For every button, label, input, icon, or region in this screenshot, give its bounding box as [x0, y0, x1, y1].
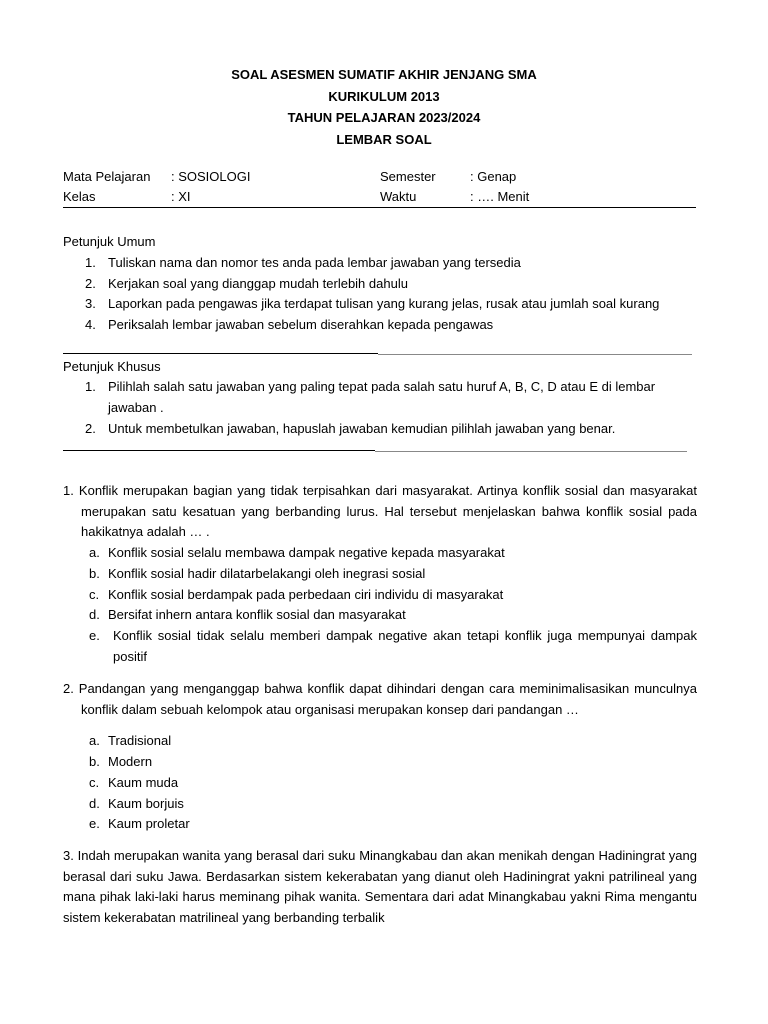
answer-options — [63, 731, 697, 835]
answer-option[interactable]: d. Bersifat inhern antara konflik sosial dan masyarakat — [89, 607, 406, 623]
header-academic-year: TAHUN PELAJARAN 2023/2024 — [287, 110, 481, 125]
section-divider — [63, 353, 378, 354]
answer-option[interactable]: e. Kaum proletar — [89, 816, 190, 832]
list-item: 2. Untuk membetulkan jawaban, hapuslah jawaban kemudian pilihlah jawaban yang benar. — [85, 421, 616, 437]
semester-label: Semester — [380, 169, 436, 184]
time-label: Waktu — [380, 189, 417, 204]
question-2 — [63, 679, 697, 835]
question-text: 1. Konflik merupakan bagian yang tidak terpisahkan dari masyarakat. Artinya konflik sosial dan masyarakat merupakan satu kesatuan yang berbanding lurus. Hal tersebut menjelaskan bahwa konflik sosial pada hakikatnya adalah … . — [63, 483, 697, 540]
info-row-class — [63, 187, 695, 207]
header-curriculum: KURIKULUM 2013 — [328, 88, 440, 104]
list-item: 4. Periksalah lembar jawaban sebelum diserahkan kepada pengawas — [85, 317, 494, 333]
answer-option[interactable]: a. Tradisional — [89, 733, 172, 749]
class-label: Kelas — [63, 189, 96, 204]
answer-option[interactable]: b. Konflik sosial hadir dilatarbelakangi oleh inegrasi sosial — [89, 565, 426, 581]
time-value: : …. Menit — [470, 189, 530, 204]
subject-label: Mata Pelajaran — [63, 169, 151, 184]
class-value: : XI — [171, 189, 191, 204]
general-instructions-title: Petunjuk Umum — [63, 234, 156, 249]
exam-info — [63, 167, 695, 207]
header-sheet-label: LEMBAR SOAL — [336, 131, 432, 147]
info-divider — [63, 207, 696, 208]
list-item: 2. Kerjakan soal yang dianggap mudah terlebih dahulu — [85, 275, 408, 291]
info-row-subject — [63, 167, 695, 187]
answer-option[interactable]: c. Kaum muda — [89, 774, 179, 790]
question-3 — [63, 846, 697, 929]
question-text: 3. Indah merupakan wanita yang berasal dari suku Minangkabau dan akan menikah dengan Hadiningrat yang berasal dari suku Jawa. Berdasarkan sistem kekerabatan yang dianut oleh Hadiningrat yakni patrilineal yang mana pihak laki-laki harus meminang pihak wanita. Sementara dari adat Minangkabau yakni Rima mengantu sistem kekerabatan matrilineal yang berbanding terbalik — [63, 848, 697, 926]
special-instructions-title: Petunjuk Khusus — [63, 359, 161, 374]
subject-value: : SOSIOLOGI — [171, 169, 251, 184]
section-divider — [378, 354, 692, 355]
question-1 — [63, 481, 697, 667]
answer-option[interactable]: c. Konflik sosial berdampak pada perbedaan ciri individu di masyarakat — [89, 586, 504, 602]
special-instructions-list — [63, 377, 697, 440]
section-divider — [63, 450, 375, 451]
list-item: 1. Tuliskan nama dan nomor tes anda pada lembar jawaban yang tersedia — [85, 255, 521, 270]
answer-options — [63, 543, 697, 667]
question-text: 2. Pandangan yang menganggap bahwa konflik dapat dihindari dengan cara meminimalisasikan munculnya konflik dalam sebuah kelompok atau organisasi merupakan konsep dari pandangan … — [63, 681, 697, 717]
answer-option[interactable]: b. Modern — [89, 754, 153, 770]
answer-option[interactable]: a. Konflik sosial selalu membawa dampak negative kepada masyarakat — [89, 545, 505, 561]
semester-value: : Genap — [470, 169, 517, 184]
answer-option[interactable]: d. Kaum borjuis — [89, 795, 184, 811]
list-item: 3. Laporkan pada pengawas jika terdapat tulisan yang kurang jelas, rusak atau jumlah soal kurang — [85, 296, 660, 312]
answer-option[interactable]: e. Konflik sosial tidak selalu memberi dampak negative akan tetapi konflik juga mempunyai dampak positif — [89, 627, 697, 664]
header-title: SOAL ASESMEN SUMATIF AKHIR JENJANG SMA — [231, 67, 537, 82]
section-divider — [375, 451, 687, 452]
list-item: 1. Pilihlah salah satu jawaban yang paling tepat pada salah satu huruf A, B, C, D atau E di lembar jawaban . — [85, 379, 656, 415]
general-instructions-list — [63, 253, 697, 336]
exam-header — [0, 64, 768, 150]
